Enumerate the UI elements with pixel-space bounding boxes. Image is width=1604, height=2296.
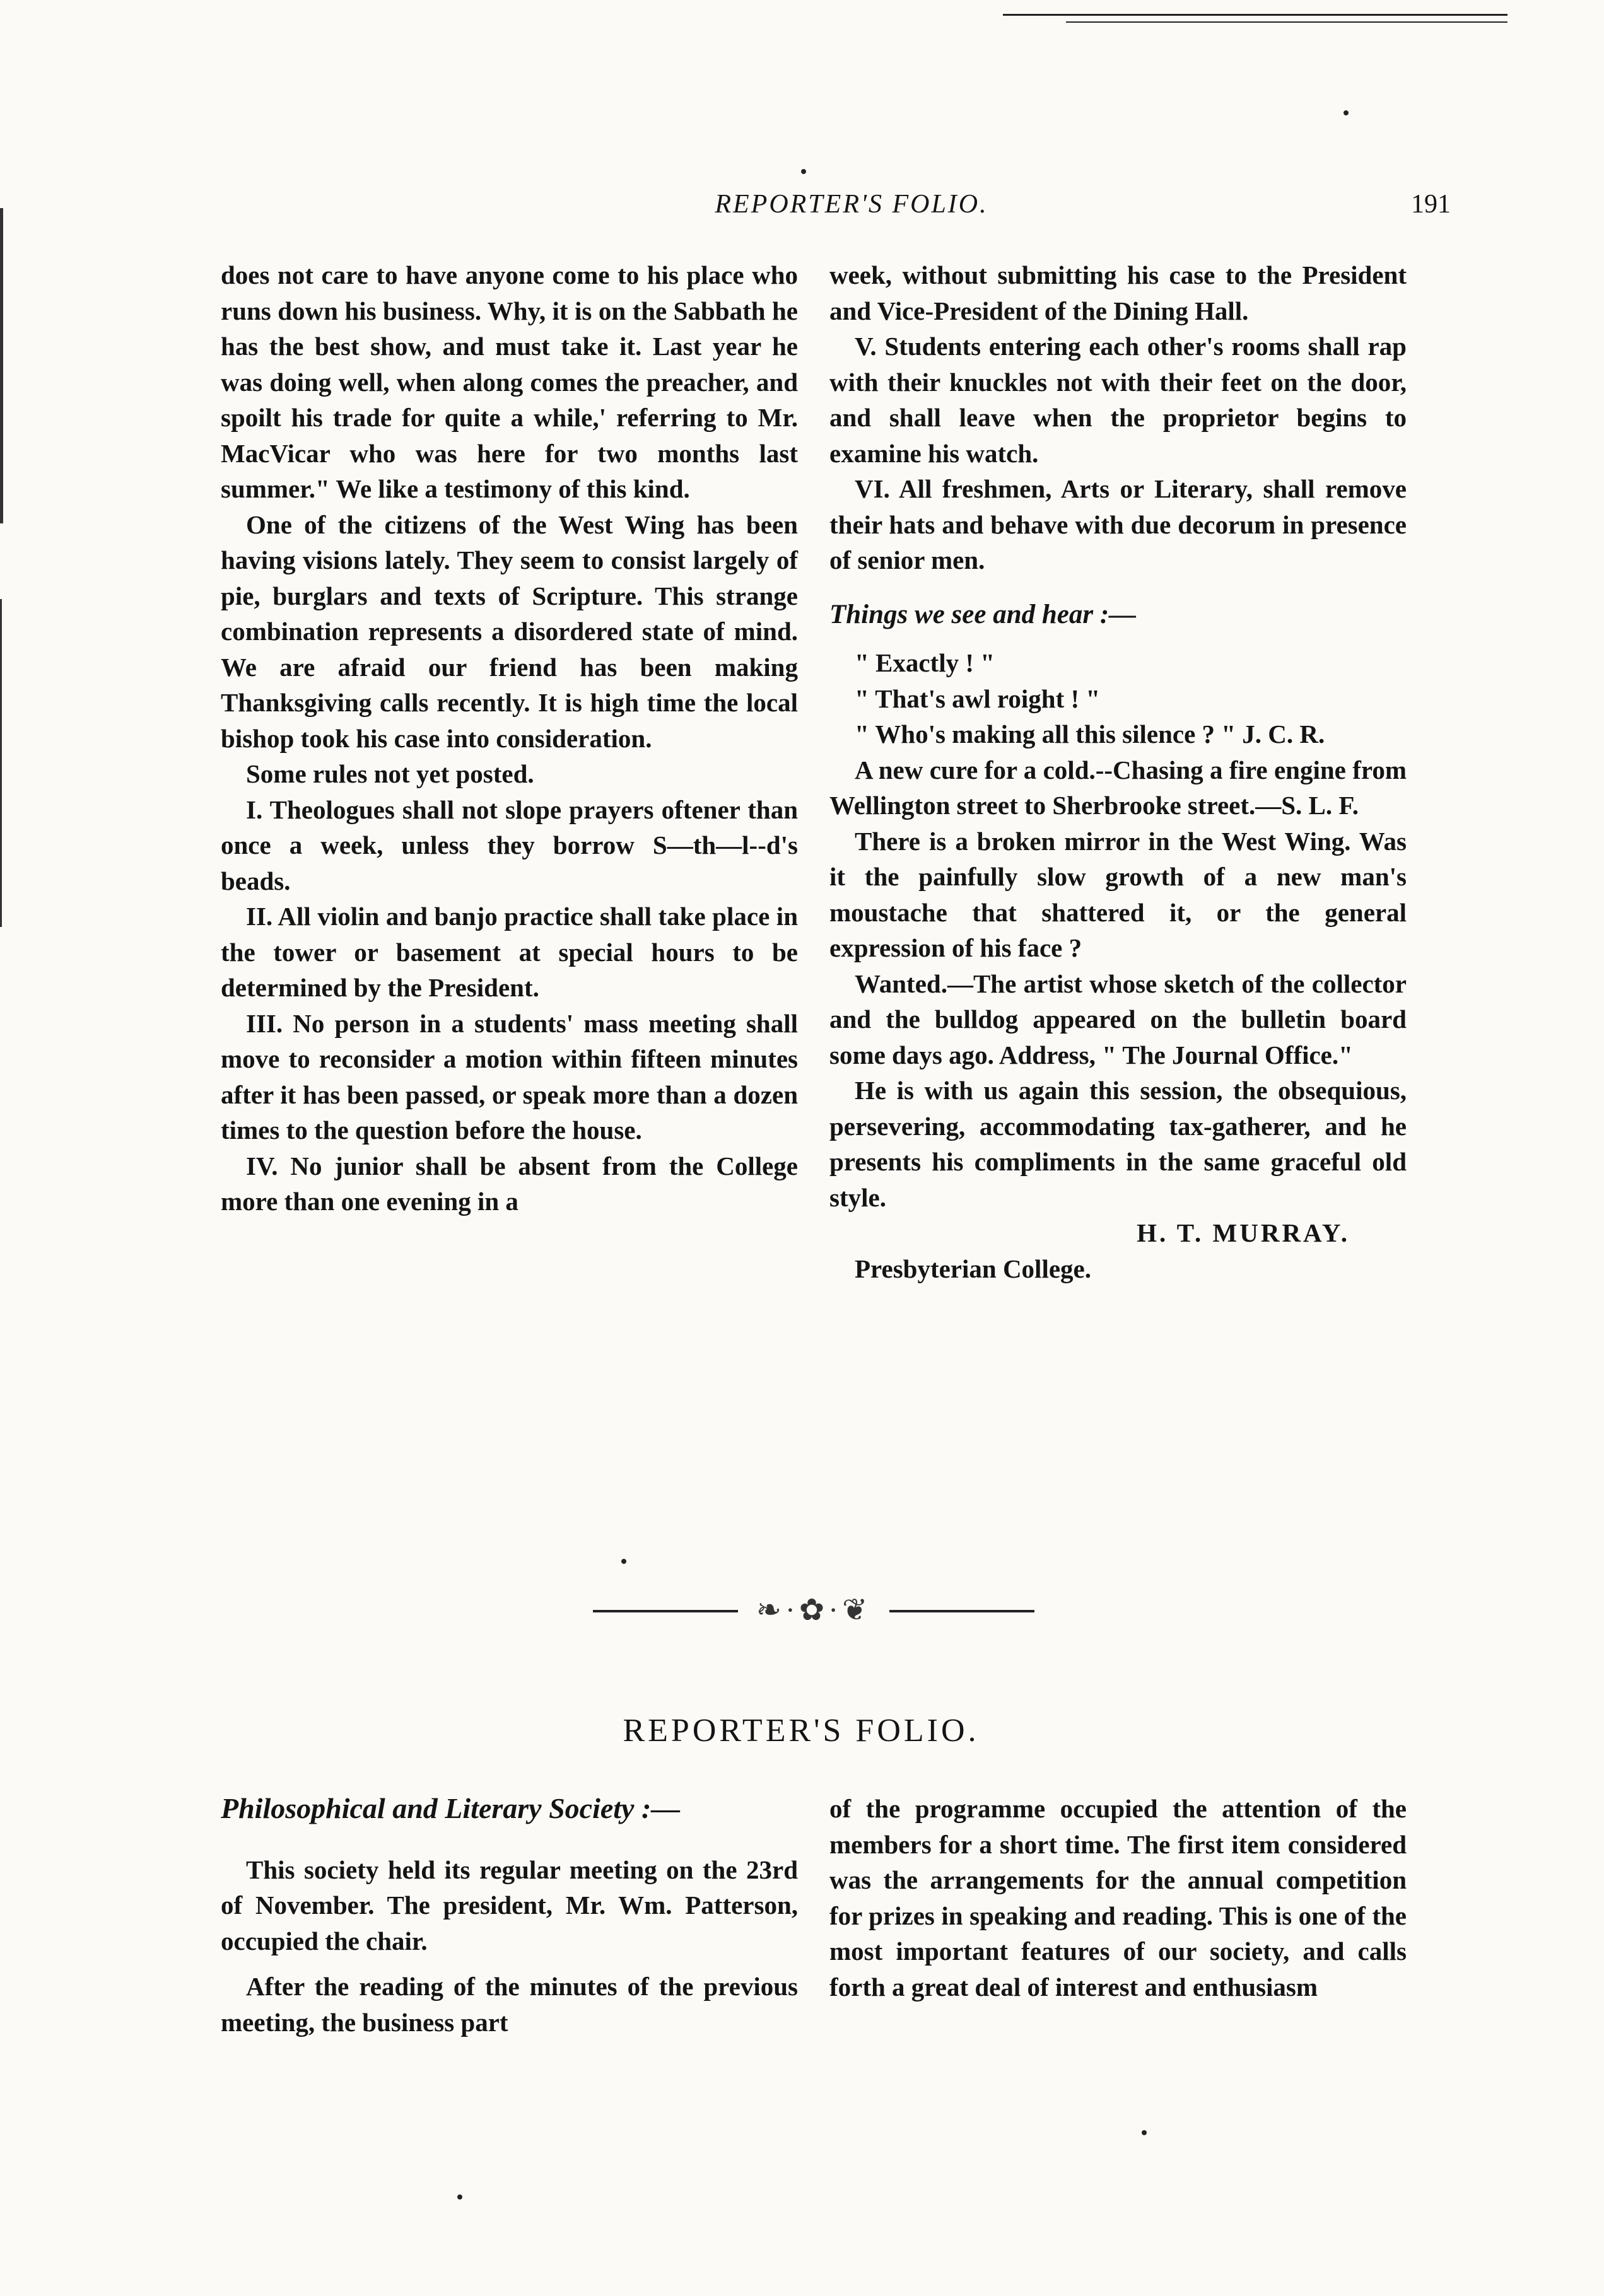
ink-speck — [801, 169, 806, 174]
rule-item: VI. All freshmen, Arts or Literary, shall remove their hats and behave with due decorum in presence of senior men. — [829, 474, 1407, 574]
quote-line: " Exactly ! " — [855, 648, 995, 677]
top-rule-line — [1003, 14, 1507, 16]
paragraph: There is a broken mirror in the West Wing. Was it the painfully slow growth of a new man's moustache that shattered it, or the general expression of his face ? — [829, 826, 1407, 962]
top-left-column — [221, 257, 798, 1220]
paragraph: A new cure for a cold.--Chasing a fire engine from Wellington street to Sherbrooke street.—S. L. F. — [829, 755, 1407, 820]
ink-speck — [457, 2194, 462, 2200]
paragraph: of the programme occupied the attention of the members for a short time. The first item considered was the arrangements for the annual competition for prizes in speaking and reading. This is one of the most important features of our society, and calls forth a great deal of interest and enthusiasm — [829, 1794, 1407, 2002]
section-title: REPORTER'S FOLIO. — [623, 1713, 980, 1749]
ink-speck — [1343, 110, 1349, 115]
top-rule-line-thin — [1066, 21, 1507, 23]
bottom-right-column — [829, 1791, 1407, 2005]
affiliation: Presbyterian College. — [855, 1254, 1091, 1283]
rule-item: III. No person in a students' mass meeting shall move to reconsider a motion within fifteen minutes after it has been passed, or speak more than a dozen times to the question before the house. — [221, 1008, 798, 1145]
quote-line: " Who's making all this silence ? " J. C. R. — [855, 720, 1325, 749]
society-heading: Philosophical and Literary Society :— — [221, 1792, 681, 1824]
binding-edge-mark — [0, 208, 3, 523]
page-number: 191 — [1411, 190, 1451, 219]
running-head: REPORTER'S FOLIO. — [715, 190, 988, 219]
ink-speck — [1142, 2130, 1147, 2135]
binding-edge-mark — [0, 599, 2, 927]
paragraph: week, without submitting his case to the President and Vice-President of the Dining Hall. — [829, 260, 1407, 325]
fleuron-icon: ❧·✿·❦ — [756, 1594, 872, 1627]
bottom-left-column — [221, 1791, 798, 2050]
rule-item: II. All violin and banjo practice shall take place in the tower or basement at special hours to be determined by the President. — [221, 902, 798, 1002]
paragraph: One of the citizens of the West Wing has been having visions lately. They seem to consist largely of pie, burglars and texts of Scripture. This strange combination represents a disordered state of mind. We are afraid our friend has been making Thanksgiving calls recently. It is high time the local bishop took his case into consideration. — [221, 510, 798, 753]
top-right-column — [829, 257, 1407, 1286]
divider-line-left — [593, 1610, 738, 1612]
rule-item: I. Theologues shall not slope prayers oftener than once a week, unless they borrow S—th—l--d's beads. — [221, 795, 798, 895]
ornamental-divider — [593, 1592, 1034, 1630]
subheading: Things we see and hear :— — [829, 599, 1137, 629]
paragraph: This society held its regular meeting on the 23rd of November. The president, Mr. Wm. Patterson, occupied the chair. — [221, 1855, 798, 1955]
author-signature: H. T. MURRAY. — [1137, 1218, 1350, 1247]
paragraph: Wanted.—The artist whose sketch of the collector and the bulldog appeared on the bulletin board some days ago. Address, " The Journal Office." — [829, 969, 1407, 1069]
quote-line: " That's awl roight ! " — [855, 684, 1101, 713]
paragraph: After the reading of the minutes of the previous meeting, the business part — [221, 1972, 798, 2037]
paragraph: He is with us again this session, the obsequious, persevering, accommodating tax-gatherer, and he presents his compliments in the same graceful old style. — [829, 1076, 1407, 1212]
rule-item: IV. No junior shall be absent from the College more than one evening in a — [221, 1151, 798, 1216]
divider-line-right — [889, 1610, 1034, 1612]
paragraph: Some rules not yet posted. — [246, 759, 534, 788]
paragraph: does not care to have anyone come to his place who runs down his business. Why, it is on the Sabbath he has the best show, and must take it. Last year he was doing well, when along comes the preacher, and spoilt his trade for quite a while,' referring to Mr. MacVicar who was here for two months last summer." We like a testimony of this kind. — [221, 260, 798, 503]
ink-speck — [621, 1559, 626, 1564]
rule-item: V. Students entering each other's rooms shall rap with their knuckles not with their feet on the door, and shall leave when the proprietor begins to examine his watch. — [829, 332, 1407, 468]
